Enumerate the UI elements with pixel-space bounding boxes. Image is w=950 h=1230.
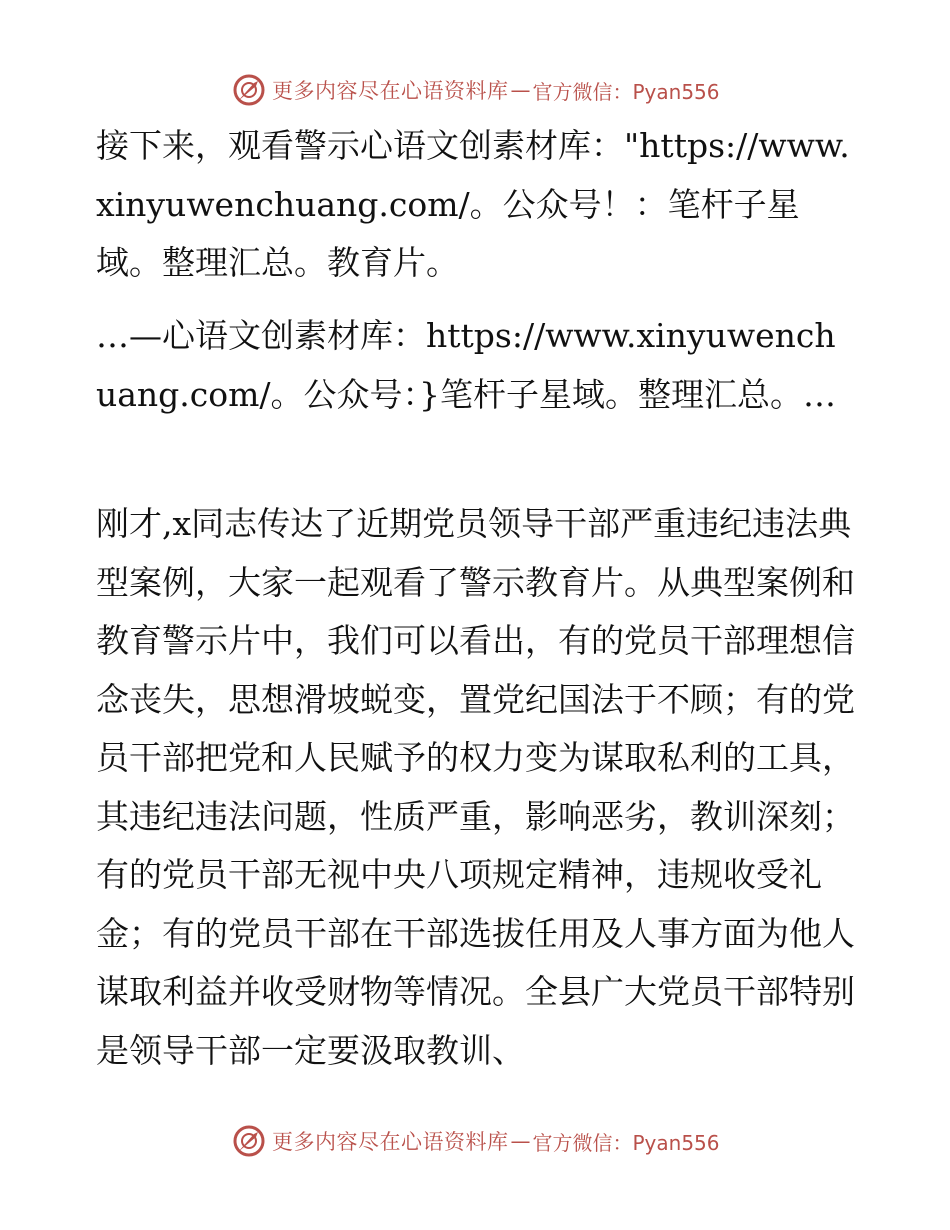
header-banner xyxy=(232,70,732,110)
paragraph-1: 接下来，观看警示心语文创素材库："https://www.xinyuwenchuang.com/。公众号！：笔杆子星域。整理汇总。教育片。 xyxy=(96,126,850,282)
banner-text: 更多内容尽在心语资料库 xyxy=(272,79,509,103)
banner-contact: 官方微信：Pyan556 xyxy=(532,79,720,104)
banner-text: 更多内容尽在心语资料库 xyxy=(272,1130,509,1154)
paragraph-3: 刚才,x同志传达了近期党员领导干部严重违纪违法典型案例，大家一起观看了警示教育片。从典型案例和教育警示片中，我们可以看出，有的党员干部理想信念丧失，思想滑坡蜕变，置党纪国法于不顾；有的党员干部把党和人民赋予的权力变为谋取私利的工具，其违纪违法问题，性质严重，影响恶劣，教训深刻；有的党员干部无视中央八项规定精神，违规收受礼金；有的党员干部在干部选拔任用及人事方面为他人谋取利益并收受财物等情况。全县广大党员干部特别是领导干部一定要汲取教训、 xyxy=(96,504,855,1070)
logo-icon xyxy=(232,1124,266,1158)
banner-separator: — xyxy=(510,1129,531,1153)
paragraph-2: …—心语文创素材库：https://www.xinyuwenchuang.com/。公众号：}笔杆子星域。整理汇总。… xyxy=(96,316,837,414)
banner-separator: — xyxy=(510,78,531,102)
banner-contact: 官方微信：Pyan556 xyxy=(532,1130,720,1155)
logo-icon xyxy=(232,73,266,107)
footer-banner xyxy=(232,1121,732,1161)
